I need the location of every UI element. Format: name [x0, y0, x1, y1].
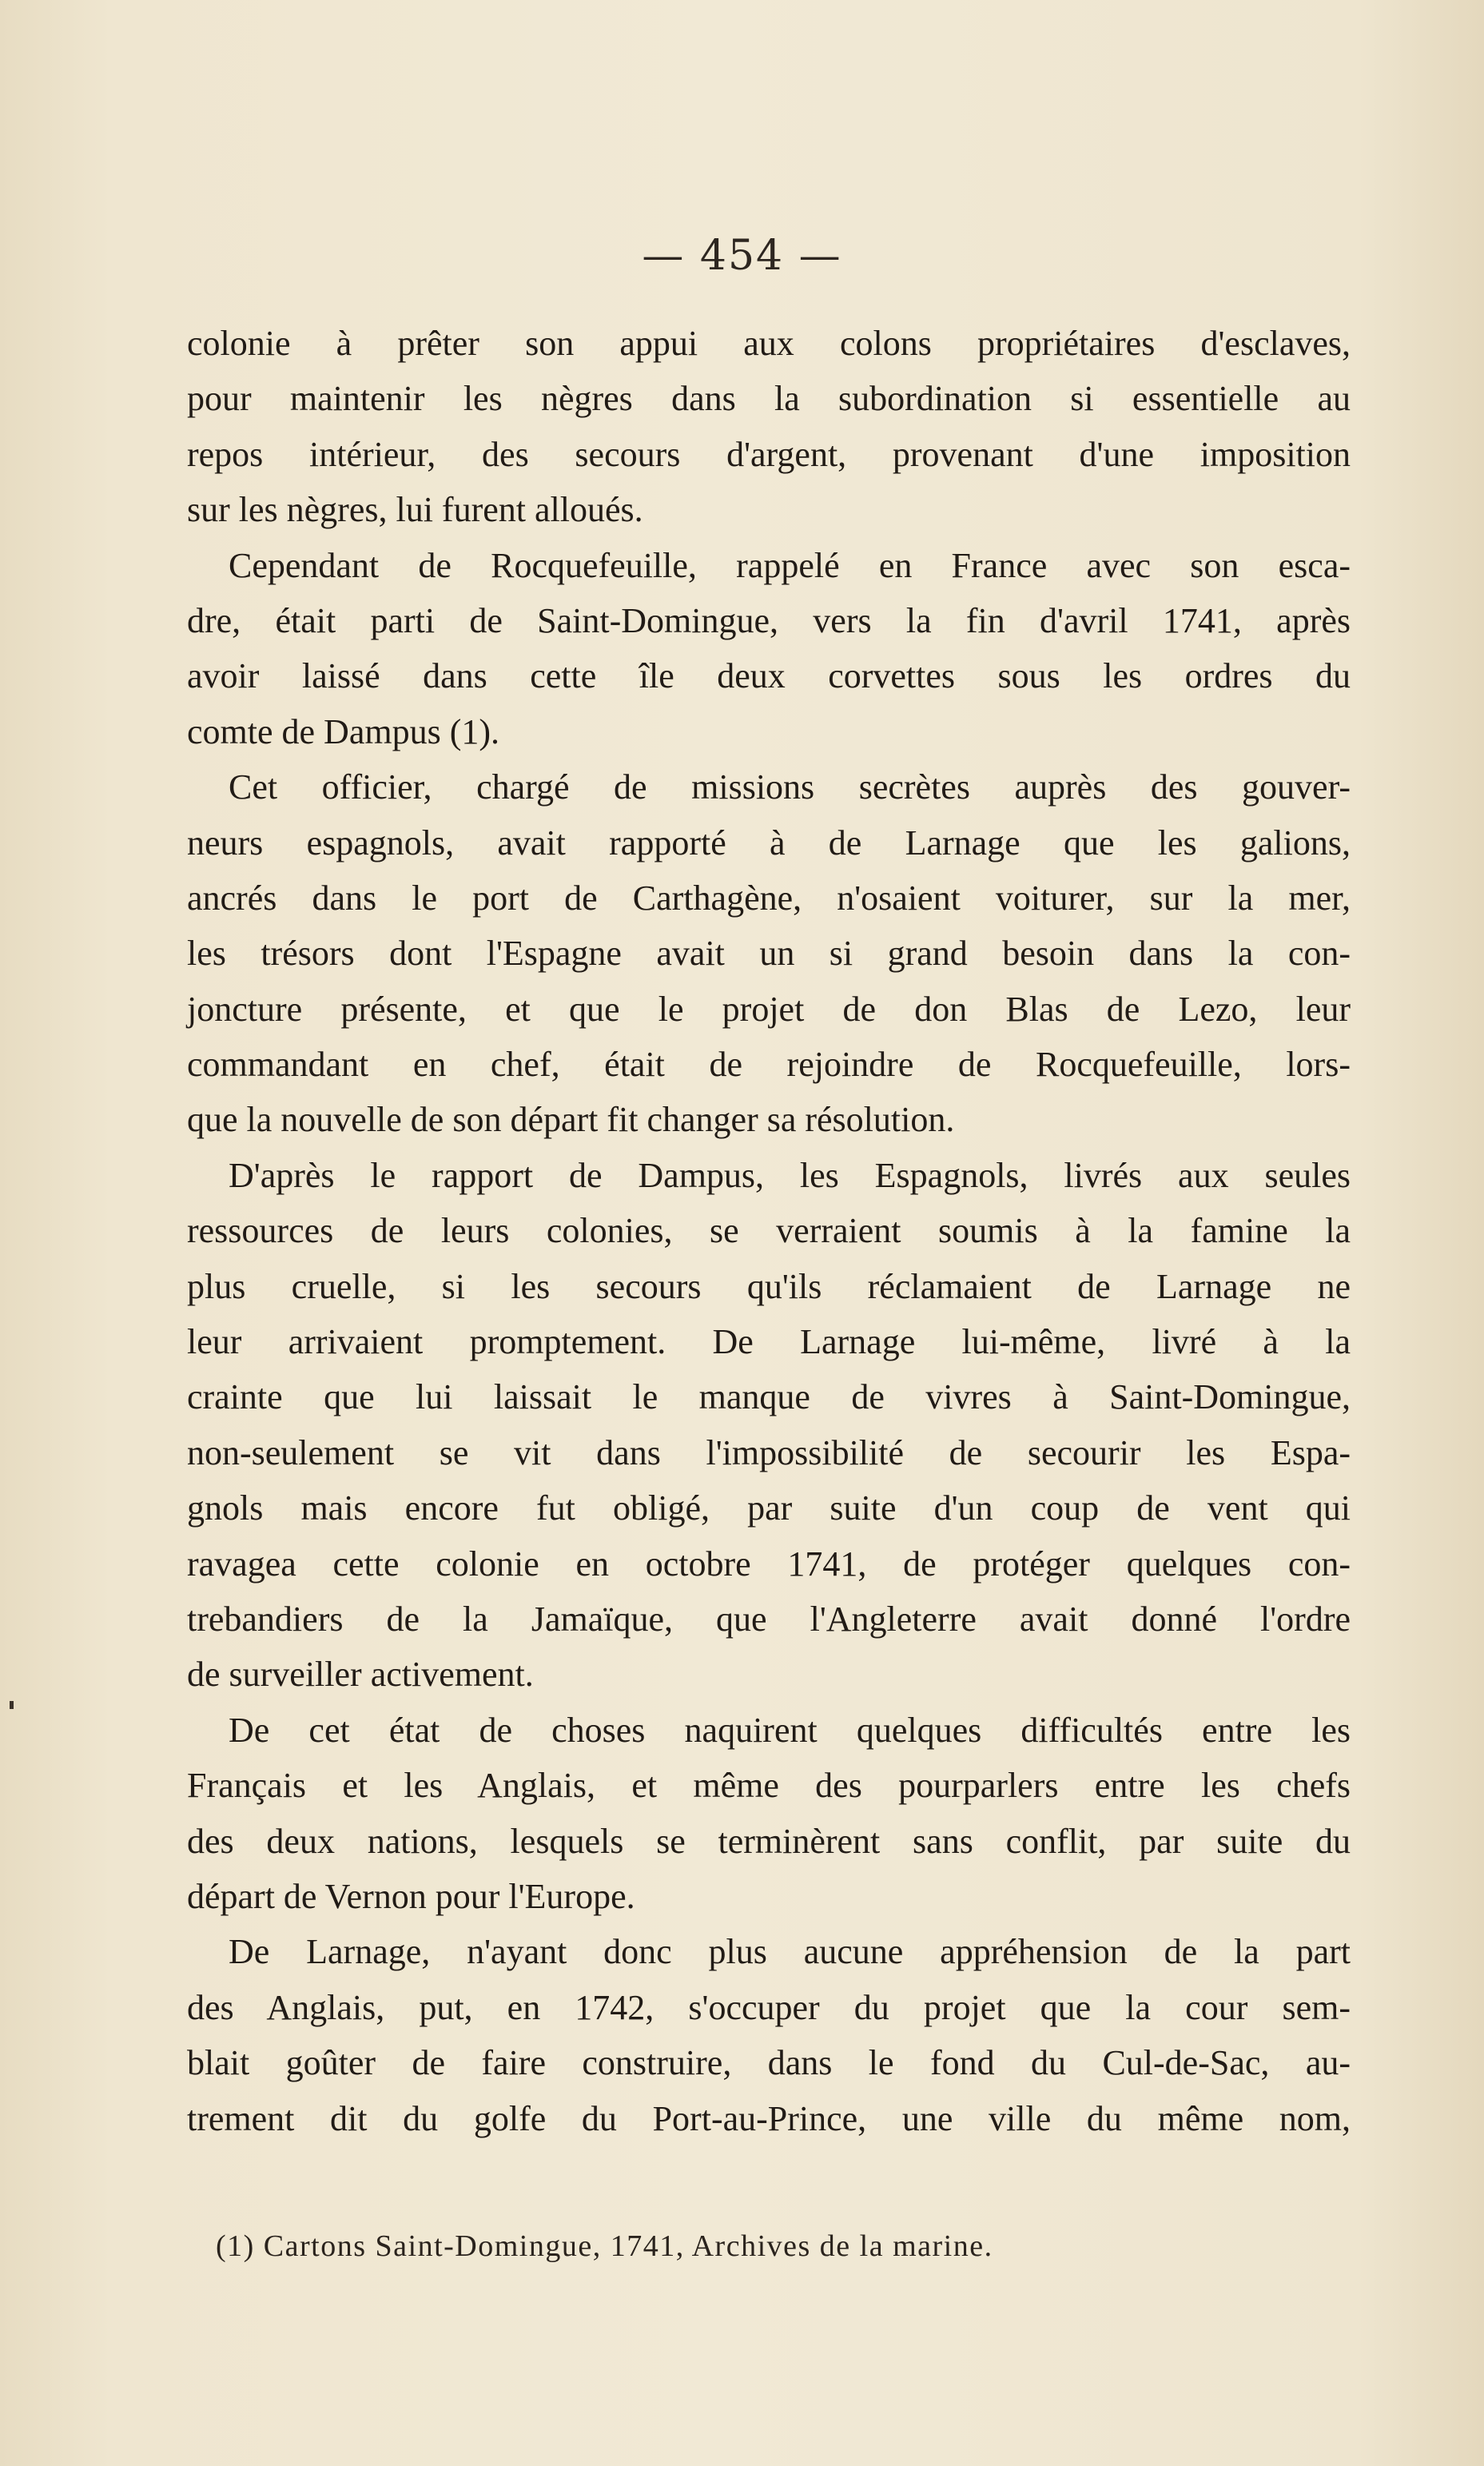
text-line: joncture présente, et que le projet de don Blas de Lezo, leur — [187, 989, 1351, 1029]
text-line: ressources de leurs colonies, se verraient soumis à la famine la — [187, 1211, 1351, 1251]
text-line: ravagea cette colonie en octobre 1741, de protéger quelques con- — [187, 1544, 1351, 1584]
text-line: colonie à prêter son appui aux colons propriétaires d'esclaves, — [187, 324, 1351, 363]
footnote: (1) Cartons Saint-Domingue, 1741, Archives de la marine. — [216, 2229, 993, 2263]
body-text — [187, 316, 1351, 2146]
page-number: — 454 — — [642, 232, 842, 280]
text-line: gnols mais encore fut obligé, par suite d'un coup de vent qui — [187, 1488, 1351, 1528]
text-line: repos intérieur, des secours d'argent, provenant d'une imposition — [187, 434, 1351, 474]
text-line: des Anglais, put, en 1742, s'occuper du projet que la cour sem- — [187, 1987, 1351, 2027]
text-line: neurs espagnols, avait rapporté à de Larnage que les galions, — [187, 823, 1351, 863]
text-line: les trésors dont l'Espagne avait un si grand besoin dans la con- — [187, 934, 1351, 974]
text-line: trebandiers de la Jamaïque, que l'Angleterre avait donné l'ordre — [187, 1599, 1351, 1639]
text-line: leur arrivaient promptement. De Larnage lui-même, livré à la — [187, 1322, 1351, 1362]
text-line: sur les nègres, lui furent alloués. — [187, 490, 643, 530]
paragraph-start-line: De cet état de choses naquirent quelques difficultés entre les — [229, 1710, 1351, 1750]
paragraph-start-line: De Larnage, n'ayant donc plus aucune appréhension de la part — [229, 1932, 1351, 1972]
text-line: que la nouvelle de son départ fit changer sa résolution. — [187, 1100, 955, 1140]
text-line: des deux nations, lesquels se terminèrent sans conflit, par suite du — [187, 1821, 1351, 1861]
text-line: commandant en chef, était de rejoindre de Rocquefeuille, lors- — [187, 1045, 1351, 1085]
text-line: ancrés dans le port de Carthagène, n'osaient voiturer, sur la mer, — [187, 878, 1351, 918]
paragraph-start-line: D'après le rapport de Dampus, les Espagnols, livrés aux seules — [229, 1155, 1351, 1195]
text-line: non-seulement se vit dans l'impossibilité de secourir les Espa- — [187, 1432, 1351, 1472]
text-line: trement dit du golfe du Port-au-Prince, une ville du même nom, — [187, 2098, 1351, 2138]
text-line: crainte que lui laissait le manque de vivres à Saint-Domingue, — [187, 1377, 1351, 1417]
text-line: Français et les Anglais, et même des pourparlers entre les chefs — [187, 1766, 1351, 1806]
text-line: dre, était parti de Saint-Domingue, vers la fin d'avril 1741, après — [187, 600, 1351, 640]
text-line: pour maintenir les nègres dans la subordination si essentielle au — [187, 379, 1351, 419]
paragraph-start-line: Cependant de Rocquefeuille, rappelé en France avec son esca- — [229, 545, 1351, 585]
paragraph-start-line: Cet officier, chargé de missions secrètes auprès des gouver- — [229, 767, 1351, 807]
text-line: de surveiller activement. — [187, 1655, 534, 1695]
margin-mark — [10, 1701, 14, 1709]
text-line: avoir laissé dans cette île deux corvettes sous les ordres du — [187, 656, 1351, 696]
text-line: comte de Dampus (1). — [187, 711, 499, 751]
text-line: blait goûter de faire construire, dans le fond du Cul-de-Sac, au- — [187, 2043, 1351, 2083]
text-line: départ de Vernon pour l'Europe. — [187, 1876, 635, 1916]
text-line: plus cruelle, si les secours qu'ils réclamaient de Larnage ne — [187, 1266, 1351, 1306]
